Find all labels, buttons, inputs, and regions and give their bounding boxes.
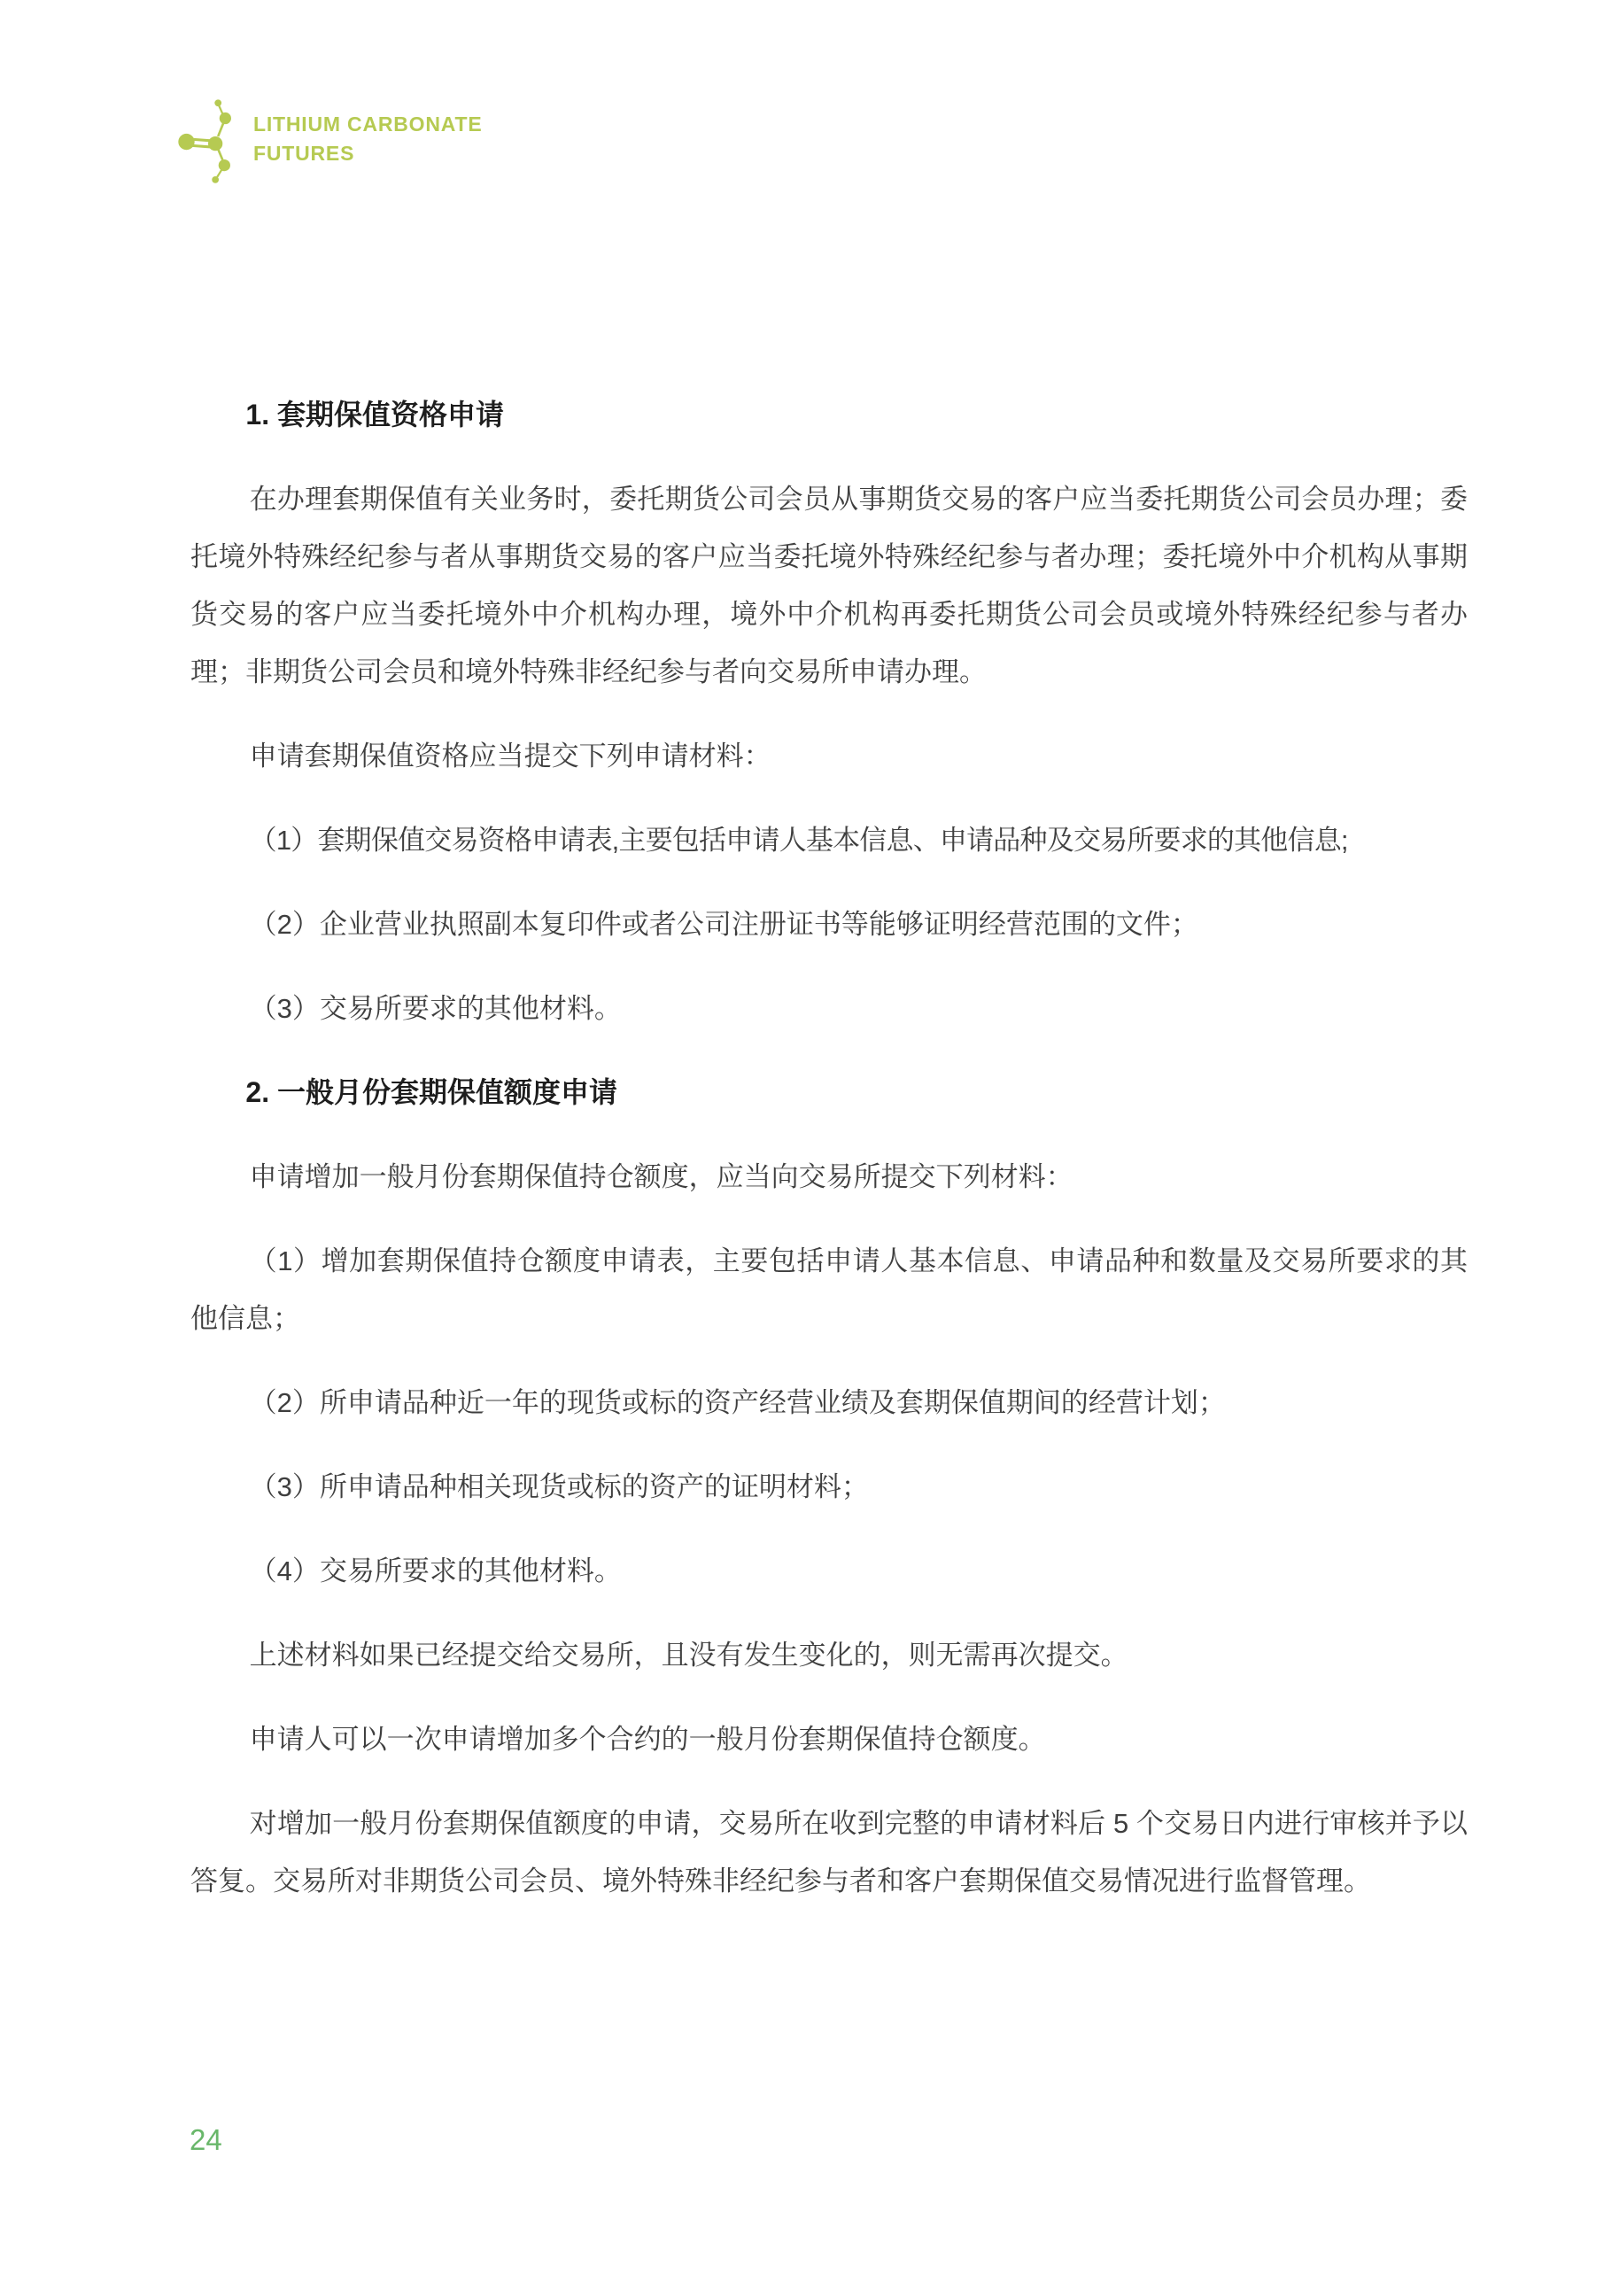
page-number: 24 [190,2123,222,2156]
section2-paragraph4: 对增加一般月份套期保值额度的申请，交易所在收到完整的申请材料后 5 个交易日内进行审核并予以答复。交易所对非期货公司会员、境外特殊非经纪参与者和客户套期保值交易情况进行监督管理。 [190,1808,1468,1897]
section2-item4: （4）交易所要求的其他材料。 [249,1555,622,1586]
section1-item1: （1）套期保值交易资格申请表,主要包括申请人基本信息、申请品种及交易所要求的其他信息; [249,825,1348,856]
section2-paragraph1: 申请增加一般月份套期保值持仓额度，应当向交易所提交下列材料： [249,1161,1073,1192]
section1-item3: （3）交易所要求的其他材料。 [249,993,622,1024]
logo-line2: FUTURES [253,142,355,165]
molecule-icon [177,94,241,184]
section2-paragraph3: 申请人可以一次申请增加多个合约的一般月份套期保值持仓额度。 [249,1724,1046,1755]
section1-paragraph1: 在办理套期保值有关业务时，委托期货公司会员从事期货交易的客户应当委托期货公司会员办理；委托境外特殊经纪参与者从事期货交易的客户应当委托境外特殊经纪参与者办理；委托境外中介机构从事期货交易的客户应当委托境外中介机构办理，境外中介机构再委托期货公司会员或境外特殊经纪参与者办理；非期货公司会员和境外特殊非经纪参与者向交易所申请办理。 [190,484,1468,687]
section2-paragraph2: 上述材料如果已经提交给交易所，且没有发生变化的，则无需再次提交。 [249,1640,1128,1671]
document-content [190,386,1468,1936]
logo [177,94,482,184]
section1-item2: （2）企业营业执照副本复印件或者公司注册证书等能够证明经营范围的文件； [249,909,1198,940]
section2-item3: （3）所申请品种相关现货或标的资产的证明材料； [249,1471,869,1502]
section1-paragraph2: 申请套期保值资格应当提交下列申请材料： [249,741,771,772]
section1-heading: 1. 套期保值资格申请 [245,399,504,430]
section2-heading: 2. 一般月份套期保值额度申请 [245,1076,617,1108]
logo-text [253,110,482,168]
section2-item1: （1）增加套期保值持仓额度申请表，主要包括申请人基本信息、申请品种和数量及交易所要求的其他信息； [190,1245,1468,1334]
logo-line1: LITHIUM CARBONATE [253,112,483,136]
section2-item2: （2）所申请品种近一年的现货或标的资产经营业绩及套期保值期间的经营计划； [249,1387,1226,1418]
